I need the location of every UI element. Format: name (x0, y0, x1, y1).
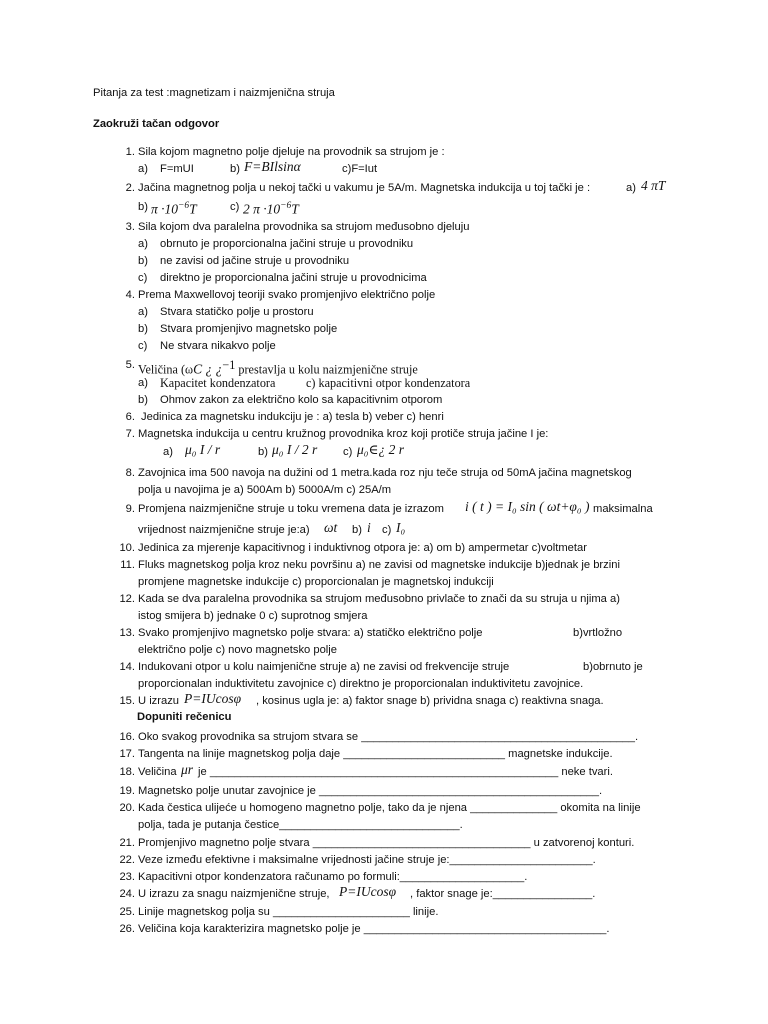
question-number: 7. (125, 428, 135, 440)
formula-option-a: 4 πT (641, 178, 666, 193)
option-a: obrnuto je proporcionalna jačini struje u provodniku (160, 238, 414, 250)
question-number: 21. (119, 837, 135, 849)
question-text: Svako promjenjivo magnetsko polje stvara: a) statičko električno polje (138, 627, 483, 639)
question-text: Magnetsko polje unutar zavojnice je _____________________________________________. (138, 785, 603, 797)
formula-option-c: μ₀∈¿ 2 r (357, 442, 404, 457)
option-label: a) (138, 163, 148, 175)
formula-permeability: μr (181, 762, 194, 777)
question-text (138, 358, 418, 378)
question-text: Promjenjivo magnetno polje stvara ___________________________________ u zatvorenoj konturi. (138, 837, 635, 849)
exponent: −6 (280, 201, 292, 211)
formula-option-a: ωt (324, 520, 338, 535)
subsection-heading: Dopuniti rečenicu (137, 711, 232, 723)
question-text-end: , faktor snage je:________________. (410, 888, 596, 900)
formula-force: F=BIlsinα (244, 159, 301, 174)
question-text-end: maksimalna (593, 503, 653, 515)
formula-capacitance: C ¿ ¿ (193, 361, 223, 377)
option-b: b)obrnuto je (583, 661, 643, 673)
option-label: a) (138, 238, 148, 250)
option-c: c)F=Iut (342, 163, 378, 175)
question-number: 2. (125, 182, 135, 194)
option-label: b) (138, 323, 148, 335)
question-number: 9. (125, 503, 135, 515)
option-a: Stvara statičko polje u prostoru (160, 306, 314, 318)
formula-option-b: i (367, 520, 371, 535)
question-text: Jedinica za magnetsku indukciju je : a) tesla b) veber c) henri (141, 411, 444, 423)
option-b: Stvara promjenjivo magnetsko polje (160, 323, 338, 335)
option-label: b) (138, 394, 148, 406)
option-label: a) (626, 182, 636, 194)
formula-alternating-current: i ( t ) = I₀ sin ( ωt+φ₀ ) (465, 499, 590, 514)
question-text-end: prestavlja u kolu naizmjenične struje (238, 362, 418, 377)
question-text: U izrazu (138, 695, 180, 707)
question-text: Jačina magnetnog polja u nekoj tački u vakumu je 5A/m. Magnetska indukcija u toj tački je : (138, 182, 591, 194)
question-number: 11. (120, 559, 135, 571)
question-text: Veličina koja karakterizira magnetsko polje je _______________________________________. (138, 923, 610, 935)
question-number: 8. (125, 467, 135, 479)
question-text: Magnetska indukcija u centru kružnog provodnika kroz koji protiče struja jačine I je: (138, 428, 549, 440)
option-a: F=mUI (160, 163, 194, 175)
question-text: Sila kojom magnetno polje djeluje na provodnik sa strujom je : (138, 146, 445, 158)
section-heading: Zaokruži tačan odgovor (93, 118, 220, 130)
option-label: c) (138, 272, 148, 284)
question-text: Kada čestica ulijeće u homogeno magnetno polje, tako da je njena ______________ okomita na linije (138, 802, 641, 814)
question-number: 18. (119, 766, 135, 778)
option-label: c) (230, 201, 240, 213)
formula-option-c: 2 π ·10 (243, 201, 281, 217)
question-number: 10. (119, 542, 135, 554)
question-number: 13. (119, 627, 135, 639)
question-text: U izrazu za snagu naizmjenične struje, (138, 888, 330, 900)
question-text: Promjena naizmjenične struje u toku vremena data je izrazom (138, 503, 444, 515)
question-number: 4. (125, 289, 135, 301)
option-b: Ohmov zakon za električno kolo sa kapacitivnim otporom (160, 394, 443, 406)
question-text-start: Veličina (ω (138, 362, 194, 377)
question-text: polja, tada je putanja čestice_____________________________. (138, 819, 463, 831)
question-text: Prema Maxwellovoj teoriji svako promjenjivo električno polje (138, 289, 436, 301)
question-number: 14. (119, 661, 135, 673)
question-text: proporcionalan induktivitetu zavojnice c) direktno je proporcionalan induktivitetu zavojnice. (138, 678, 584, 690)
question-number: 26. (119, 923, 135, 935)
exponent: −1 (222, 358, 236, 372)
question-number: 16. (119, 731, 135, 743)
option-label: a) (138, 306, 148, 318)
question-text: Oko svakog provodnika sa strujom stvara se ____________________________________________. (138, 731, 639, 743)
question-text: Kada se dva paralelna provodnika sa strujom međusobno privlače to znači da su struja u njima a) (138, 593, 620, 605)
option-label: b) (230, 163, 240, 175)
unit: T (291, 201, 299, 217)
unit: T (189, 201, 197, 217)
question-number: 1. (125, 146, 135, 158)
exponent: −6 (178, 201, 190, 211)
question-number: 20. (119, 802, 135, 814)
option-b: b)vrtložno (573, 627, 623, 639)
question-number: 22. (119, 854, 135, 866)
question-text: električno polje c) novo magnetsko polje (138, 644, 337, 656)
option-label: a) (138, 377, 148, 389)
question-number: 17. (119, 748, 135, 760)
document-title: Pitanja za test :magnetizam i naizmjenična struja (93, 87, 335, 99)
option-a: Kapacitet kondenzatora (160, 376, 276, 390)
option-label: c) (382, 524, 392, 536)
question-text: vrijednost naizmjenične struje je:a) (138, 524, 310, 536)
option-c: direktno je proporcionalna jačini struje u provodnicima (160, 272, 427, 284)
formula-option-b: μ₀ I / 2 r (272, 442, 318, 457)
option-b: ne zavisi od jačine struje u provodniku (160, 255, 350, 267)
option-label: c) (343, 446, 353, 458)
option-label: b) (352, 524, 362, 536)
question-text: Kapacitivni otpor kondenzatora računamo po formuli:____________________. (138, 871, 528, 883)
question-text: istog smijera b) jednake 0 c) suprotnog smjera (138, 610, 368, 622)
question-text: Zavojnica ima 500 navoja na dužini od 1 metra.kada roz nju teče struja od 50mA jačina magnetskog (138, 467, 632, 479)
question-text: Indukovani otpor u kolu naimjenične struje a) ne zavisi od frekvencije struje (138, 661, 510, 673)
question-text: Linije magnetskog polja su ______________________ linije. (138, 906, 439, 918)
question-text: Veličina (138, 766, 177, 778)
formula-option-c: I₀ (396, 520, 406, 535)
option-c: Ne stvara nikakvo polje (160, 340, 276, 352)
option-label: b) (258, 446, 268, 458)
question-number: 12. (119, 593, 135, 605)
question-text: Sila kojom dva paralelna provodnika sa strujom međusobno djeluju (138, 221, 470, 233)
option-label: b) (138, 201, 148, 213)
question-number: 19. (119, 785, 135, 797)
formula-power: P=IUcosφ (184, 691, 242, 706)
question-text: promjene magnetske indukcije c) proporcionalan je magnetskoj indukciji (138, 576, 494, 588)
question-number: 25. (119, 906, 135, 918)
option-c: c) kapacitivni otpor kondenzatora (306, 376, 471, 390)
question-text: Tangenta na linije magnetskog polja daje __________________________ magnetske indukcije. (138, 748, 613, 760)
option-label: b) (138, 255, 148, 267)
question-number: 24. (119, 888, 135, 900)
question-number: 15. (119, 695, 135, 707)
question-text: polja u navojima je a) 500Am b) 5000A/m c) 25A/m (138, 484, 392, 496)
question-number: 23. (119, 871, 135, 883)
question-text: Fluks magnetskog polja kroz neku površinu a) ne zavisi od magnetske indukcije b)jednak je brzini (138, 559, 620, 571)
question-number: 6. (125, 411, 135, 423)
question-number: 3. (125, 221, 135, 233)
question-text-end: je ________________________________________________________ neke tvari. (198, 766, 613, 778)
question-text: Veze između efektivne i maksimalne vrijednosti jačine struje je:_______________________. (138, 854, 596, 866)
option-label: c) (138, 340, 148, 352)
question-number: 5. (125, 359, 135, 371)
formula-option-b: π ·10 (151, 201, 179, 217)
option-label: a) (163, 446, 173, 458)
question-text: Jedinica za mjerenje kapacitivnog i induktivnog otpora je: a) om b) ampermetar c)voltmetar (138, 542, 587, 554)
formula-power: P=IUcosφ (339, 884, 397, 899)
question-text-end: , kosinus ugla je: a) faktor snage b) prividna snaga c) reaktivna snaga. (256, 695, 604, 707)
formula-option-a: μ₀ I / r (185, 442, 221, 457)
